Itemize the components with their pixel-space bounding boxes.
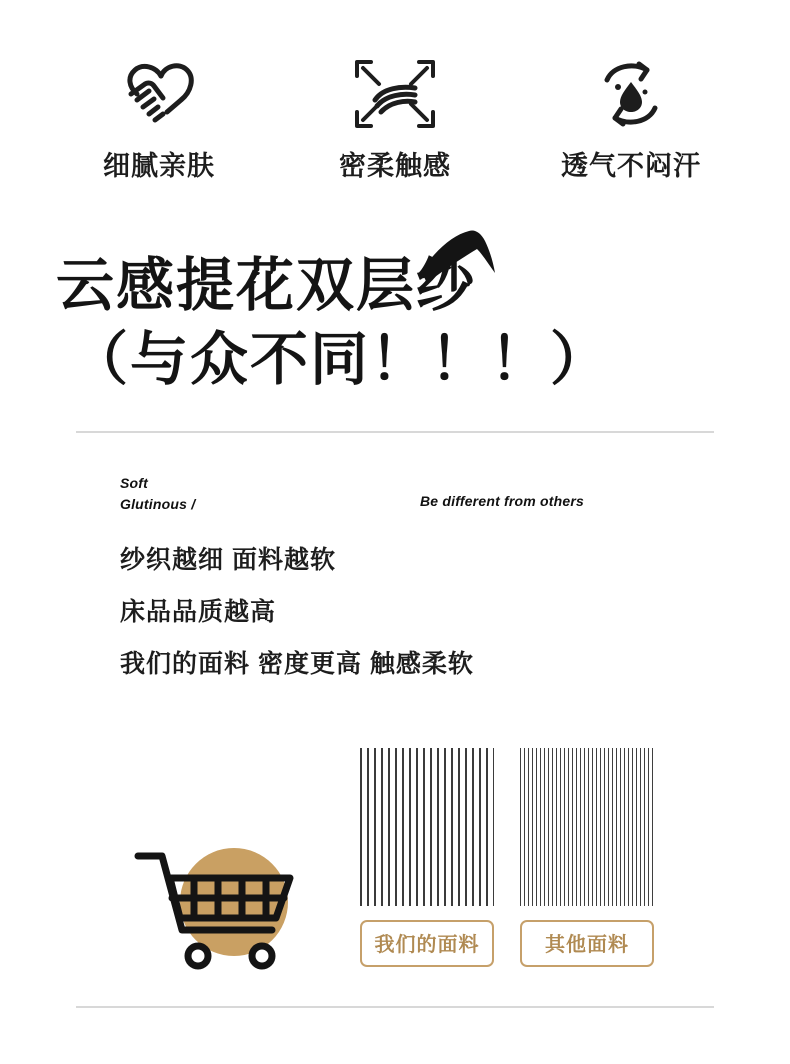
subcaption-left [120,473,420,514]
feature-item [84,48,234,183]
breathable-moisture-icon [556,48,706,140]
subcaption-row [0,473,790,514]
comparison-item-ours [360,748,494,967]
fabric-comparison [360,748,654,967]
subcaption-left-line-2: Glutinous / [120,495,196,512]
body-line: 我们的面料 密度更高 触感柔软 [120,650,474,679]
feature-label: 细腻亲肤 [103,151,215,181]
feature-label: 密柔触感 [339,151,451,181]
feature-item [556,48,706,183]
subcaption-left-line-1: Soft [120,475,149,492]
handshake-heart-icon [84,48,234,140]
brush-stroke-icon [415,225,501,311]
shopping-cart-icon [132,838,312,978]
headline-line-1: 云感提花双层纱 [56,253,477,318]
body-line: 床品品质越高 [120,598,277,627]
divider-top [76,431,714,433]
feature-item [320,48,470,183]
comparison-item-theirs [520,748,654,967]
headline-line-2: （与众不同！！！） [70,327,611,393]
divider-bottom [76,1006,714,1008]
subcaption-right: Be different from others [420,493,585,510]
fabric-swatch-theirs [520,748,654,906]
body-line: 纱织越细 面料越软 [120,546,336,575]
feature-row [0,0,790,183]
fabric-stretch-icon [320,48,470,140]
headline-block [0,249,790,397]
shopping-cart-graphic [132,838,312,978]
fabric-swatch-ours [360,748,494,906]
body-copy [0,540,790,680]
fabric-label-theirs: 其他面料 [520,920,654,967]
feature-label: 透气不闷汗 [561,151,701,181]
fabric-label-ours: 我们的面料 [360,920,494,967]
